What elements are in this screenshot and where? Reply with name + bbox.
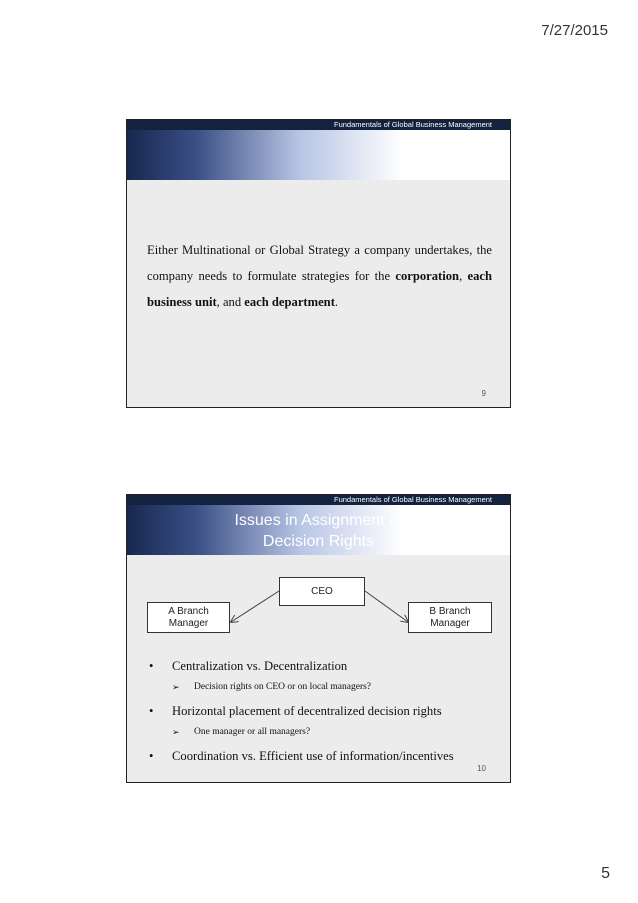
slide-title-line-1: Issues in Assignment of — [234, 512, 403, 529]
sub-bullet-item: ➢ Decision rights on CEO or on local managers? — [172, 682, 372, 692]
title-band — [127, 130, 510, 180]
bullet-item: • Horizontal placement of decentralized decision rights — [149, 704, 442, 718]
slide-number: 9 — [481, 389, 486, 398]
course-title: Fundamentals of Global Business Management — [333, 495, 492, 504]
slide-9 — [126, 119, 511, 408]
arrow-bullet-icon: ➢ — [172, 727, 180, 737]
page-number: 5 — [601, 865, 610, 882]
ceo-box: CEO — [279, 577, 365, 606]
bullet-list — [145, 658, 500, 771]
arrow-ceo-to-a-branch — [231, 591, 279, 622]
bullet-dot-icon: • — [149, 749, 154, 763]
slide-title-line-2: Decision Rights — [262, 533, 375, 550]
a-branch-manager-box: A Branch Manager — [147, 602, 230, 633]
slide-header-bar — [127, 120, 510, 130]
bullet-dot-icon: • — [149, 704, 154, 718]
arrow-ceo-to-b-branch — [365, 591, 408, 622]
b-branch-manager-box: B Branch Manager — [408, 602, 492, 633]
slide-number: 10 — [477, 764, 486, 773]
slide-body-text: Either Multinational or Global Strategy a company undertakes, the company needs to formulate strategies for the corporation, each business unit, and each department. — [147, 243, 493, 309]
bullet-dot-icon: • — [149, 659, 154, 673]
bullet-item: • Centralization vs. Decentralization — [149, 659, 348, 673]
bullet-item: • Coordination vs. Efficient use of information/incentives — [149, 749, 454, 763]
arrow-bullet-icon: ➢ — [172, 682, 180, 692]
course-title: Fundamentals of Global Business Management — [333, 120, 492, 129]
print-date: 7/27/2015 — [541, 22, 608, 39]
sub-bullet-item: ➢ One manager or all managers? — [172, 727, 311, 737]
slide-10 — [126, 494, 511, 783]
